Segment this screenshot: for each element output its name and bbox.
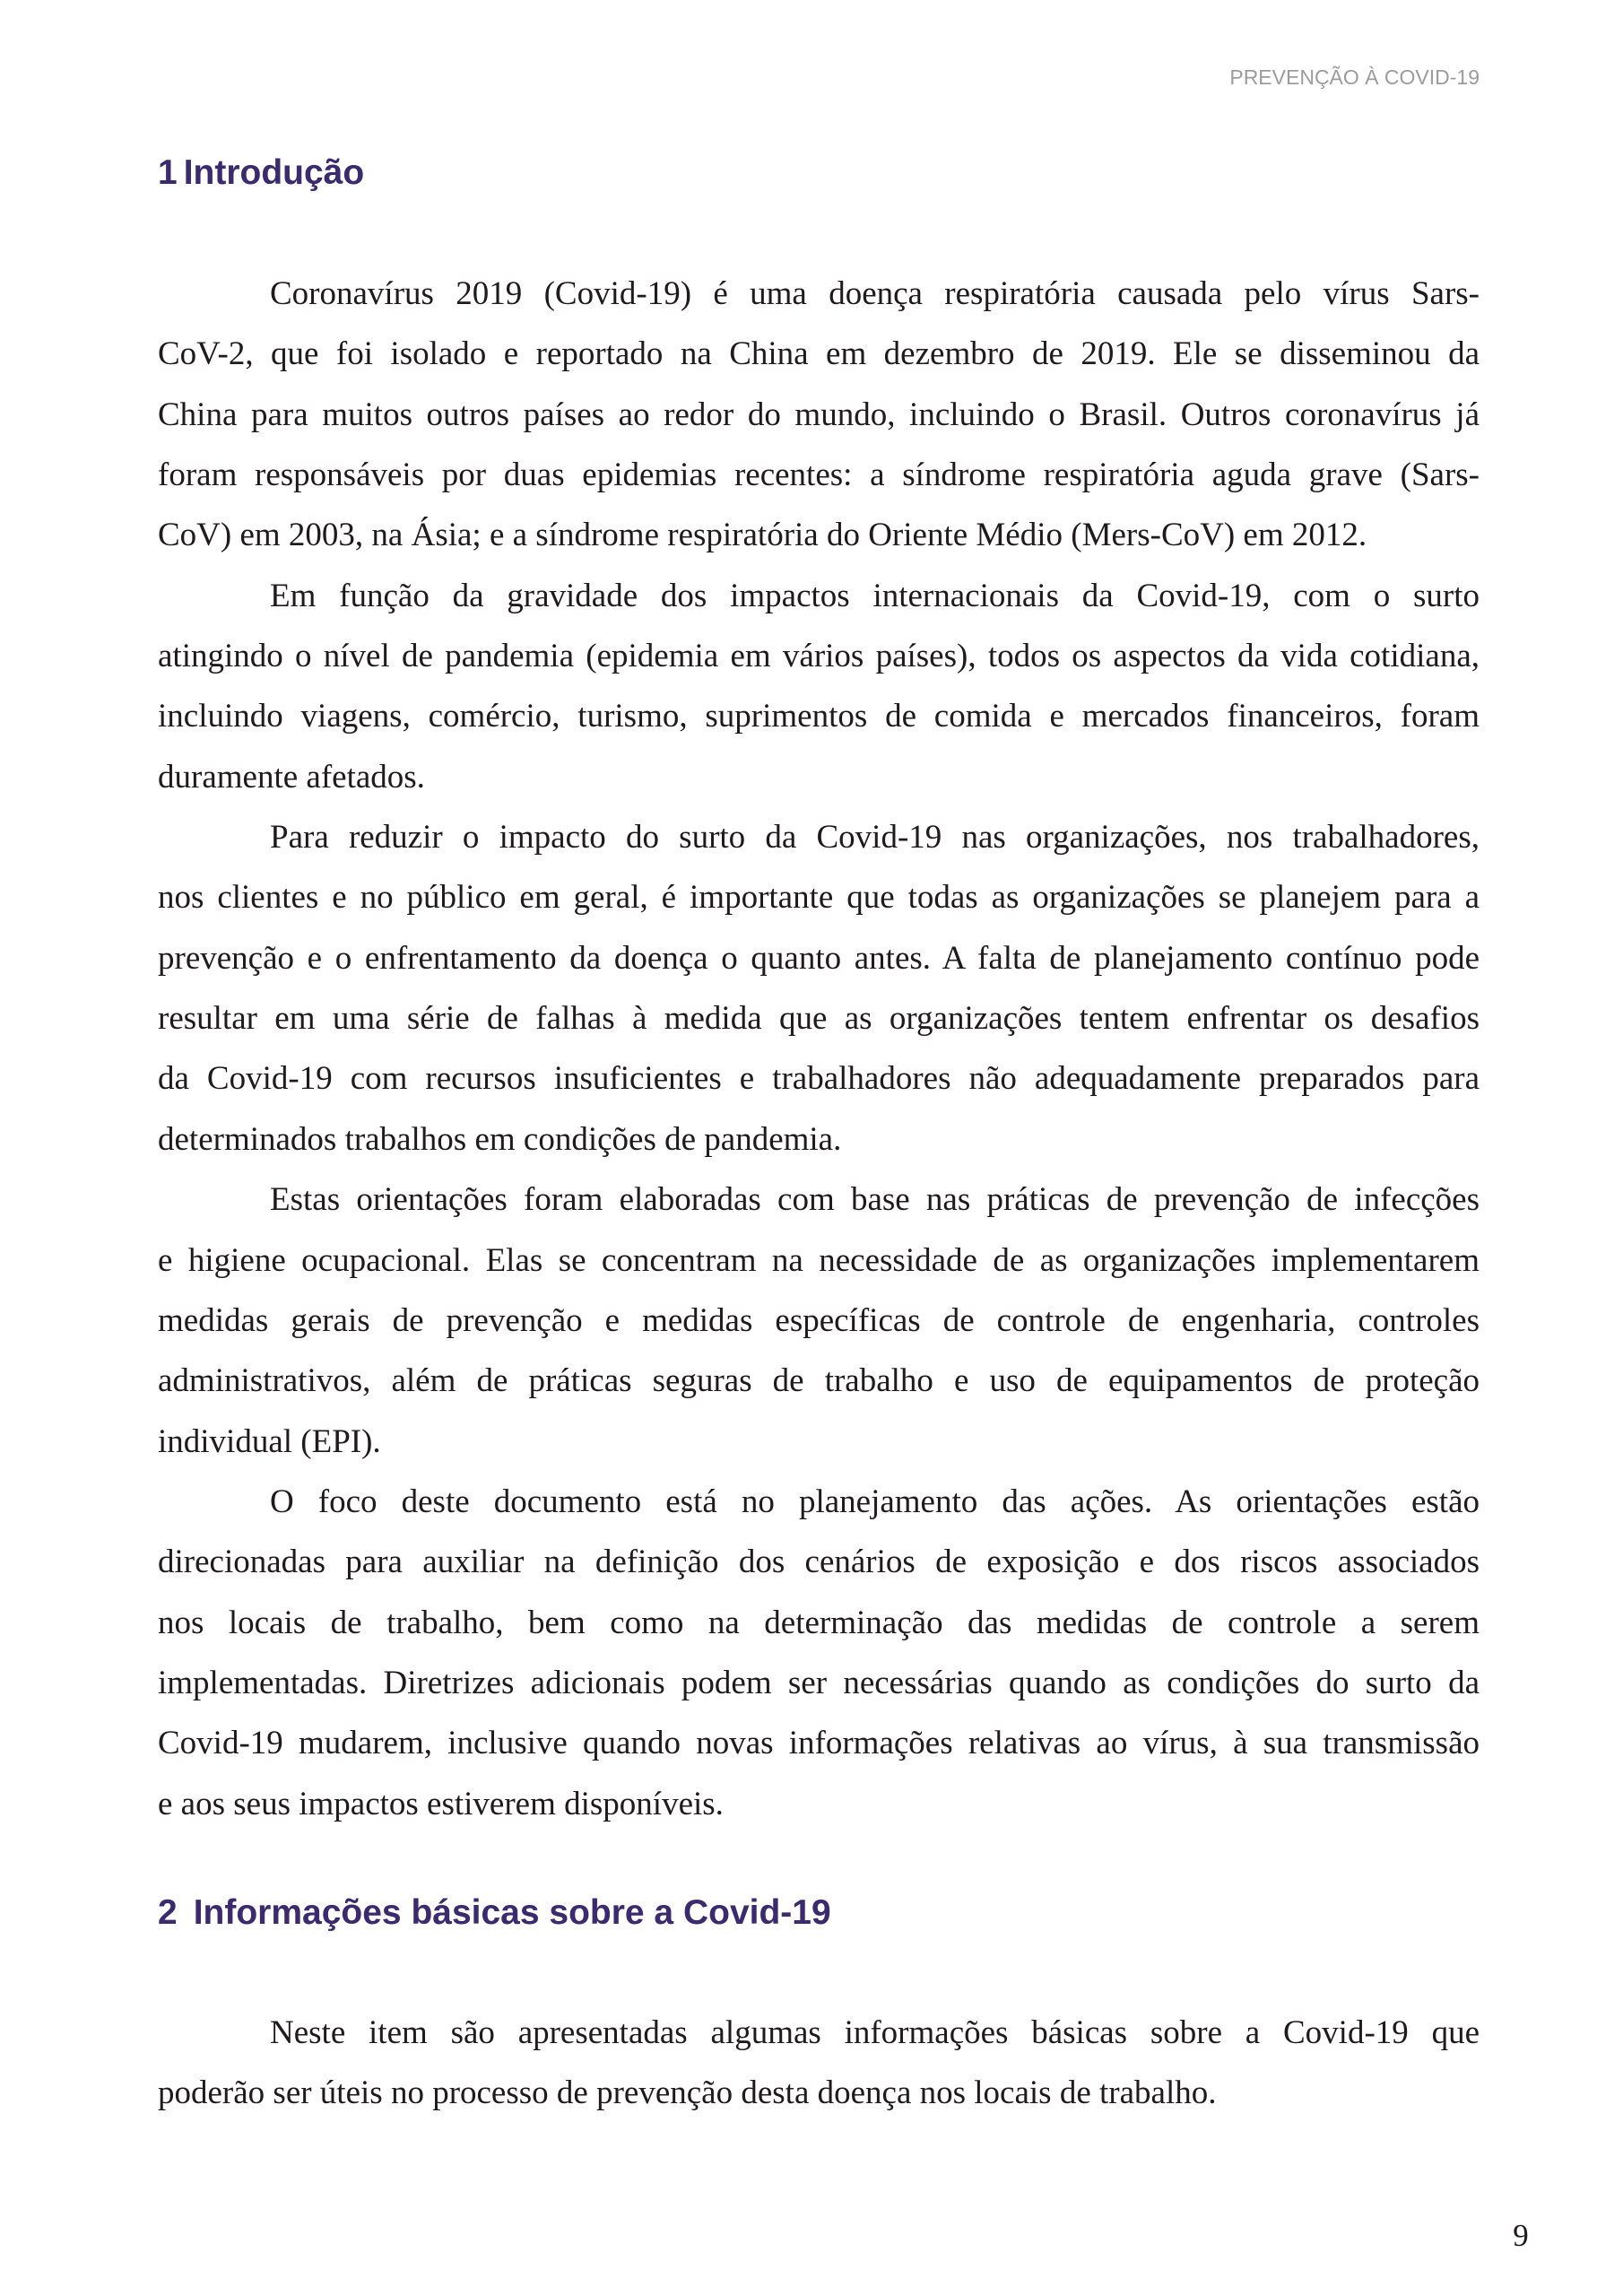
paragraph-line: da Covid-19 com recursos insuficientes e trabalhadores não adequadamente preparados para <box>158 1060 1480 1098</box>
paragraph-line: medidas gerais de prevenção e medidas específicas de controle de engenharia, controles <box>158 1301 1480 1339</box>
paragraph-line: nos clientes e no público em geral, é importante que todas as organizações se planejem para a <box>158 879 1480 917</box>
paragraph-line: Para reduzir o impacto do surto da Covid-19 nas organizações, nos trabalhadores, <box>270 819 1480 857</box>
section-heading <box>158 152 364 195</box>
paragraph-line: nos locais de trabalho, bem como na determinação das medidas de controle a serem <box>158 1604 1480 1641</box>
paragraph <box>158 264 1480 566</box>
paragraph-line: Em função da gravidade dos impactos internacionais da Covid-19, com o surto <box>270 577 1480 614</box>
paragraph-line: China para muitos outros países ao redor do mundo, incluindo o Brasil. Outros coronavírus já <box>158 396 1480 433</box>
paragraph-line: determinados trabalhos em condições de pandemia. <box>158 1120 842 1158</box>
paragraph-line: Neste item são apresentadas algumas informações básicas sobre a Covid-19 que <box>270 2014 1480 2051</box>
paragraph <box>158 807 1480 1170</box>
page-number: 9 <box>1513 2218 1529 2253</box>
paragraph-line: administrativos, além de práticas seguras de trabalho e uso de equipamentos de proteção <box>158 1362 1480 1400</box>
section-heading <box>158 1892 831 1935</box>
paragraph-line: foram responsáveis por duas epidemias recentes: a síndrome respiratória aguda grave (Sars- <box>158 457 1480 494</box>
paragraph <box>158 1472 1480 1834</box>
section-title: Introdução <box>183 153 365 192</box>
paragraph-line: Estas orientações foram elaboradas com base nas práticas de prevenção de infecções <box>270 1181 1480 1219</box>
paragraph-line: e higiene ocupacional. Elas se concentram na necessidade de as organizações implementarem <box>158 1241 1480 1279</box>
paragraph-line: resultar em uma série de falhas à medida que as organizações tentem enfrentar os desafios <box>158 1000 1480 1038</box>
paragraph-line: e aos seus impactos estiverem disponíveis. <box>158 1785 724 1822</box>
paragraph-line: prevenção e o enfrentamento da doença o quanto antes. A falta de planejamento contínuo pode <box>158 939 1480 977</box>
paragraph <box>158 566 1480 807</box>
paragraph-line: O foco deste documento está no planejamento das ações. As orientações estão <box>270 1483 1480 1520</box>
paragraph-line: poderão ser úteis no processo de prevenção desta doença nos locais de trabalho. <box>158 2074 1217 2112</box>
paragraph <box>158 1170 1480 1472</box>
paragraph-line: atingindo o nível de pandemia (epidemia em vários países), todos os aspectos da vida cotidiana, <box>158 638 1480 675</box>
paragraph <box>158 2003 1480 2124</box>
running-header: PREVENÇÃO À COVID-19 <box>1229 65 1480 89</box>
paragraph-line: direcionadas para auxiliar na definição dos cenários de exposição e dos riscos associados <box>158 1544 1480 1581</box>
section-number: 2 <box>158 1893 178 1932</box>
paragraph-line: implementadas. Diretrizes adicionais podem ser necessárias quando as condições do surto da <box>158 1664 1480 1701</box>
paragraph-line: Coronavírus 2019 (Covid-19) é uma doença respiratória causada pelo vírus Sars- <box>270 275 1480 312</box>
section-title: Informações básicas sobre a Covid-19 <box>193 1893 831 1932</box>
paragraph-line: incluindo viagens, comércio, turismo, suprimentos de comida e mercados financeiros, foram <box>158 698 1480 735</box>
paragraph-line: Covid-19 mudarem, inclusive quando novas informações relativas ao vírus, à sua transmissão <box>158 1725 1480 1762</box>
section-number: 1 <box>158 153 178 192</box>
section-body <box>158 264 1480 1834</box>
paragraph-line: CoV) em 2003, na Ásia; e a síndrome respiratória do Oriente Médio (Mers-CoV) em 2012. <box>158 517 1367 554</box>
paragraph-line: individual (EPI). <box>158 1422 381 1460</box>
paragraph-line: duramente afetados. <box>158 758 425 796</box>
paragraph-line: CoV-2, que foi isolado e reportado na China em dezembro de 2019. Ele se disseminou da <box>158 335 1480 373</box>
section-body <box>158 2003 1480 2124</box>
